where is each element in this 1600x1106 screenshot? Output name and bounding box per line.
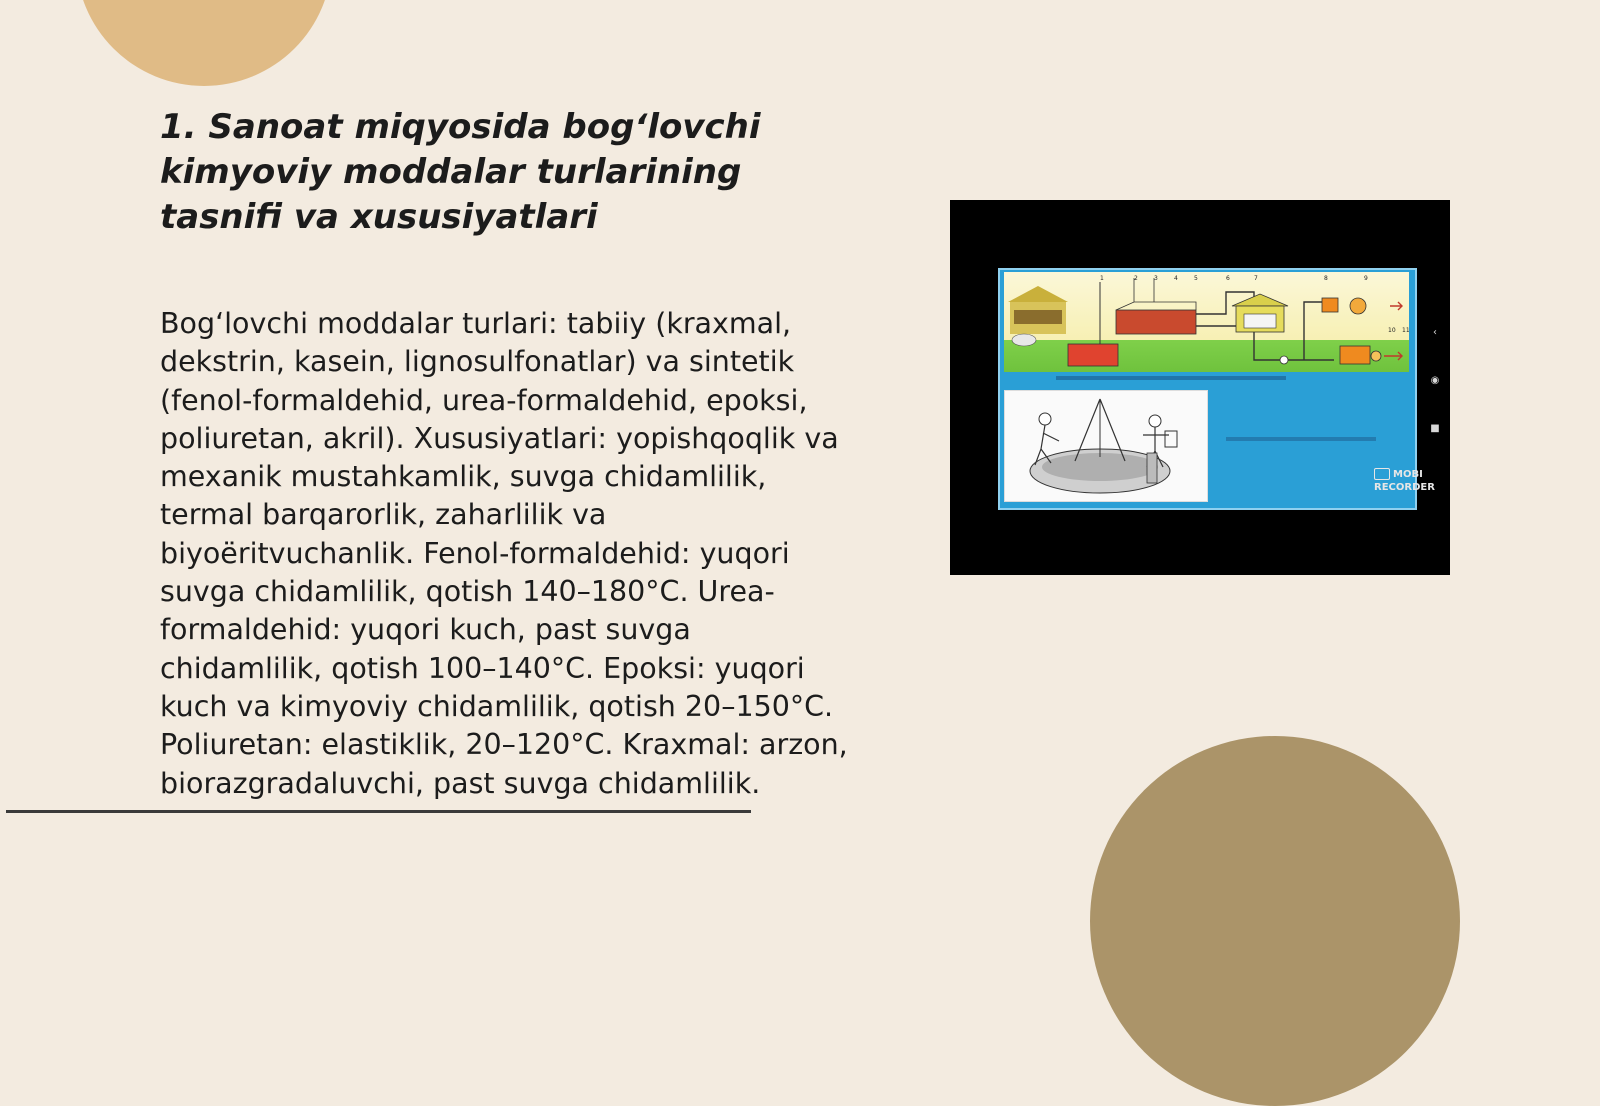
- diagram-label: 11: [1402, 327, 1409, 334]
- slide-title: 1. Sanoat miqyosida bog‘lovchi kimyoviy moddalar turlarining tasnifi va xususiyatlari: [160, 107, 761, 237]
- stop-icon[interactable]: ■: [1430, 423, 1440, 434]
- diagram-label: 2: [1134, 275, 1138, 282]
- plant-diagram-drawing: [1004, 272, 1409, 372]
- diagram-label: 3: [1154, 275, 1158, 282]
- diagram-label: 5: [1194, 275, 1198, 282]
- diagram-label: 8: [1324, 275, 1328, 282]
- diagram-label: 6: [1226, 275, 1230, 282]
- recorder-camera-icon: [1374, 468, 1390, 480]
- decorative-circle-top: [76, 0, 332, 86]
- diagram-label: 7: [1254, 275, 1258, 282]
- recorder-line2: RECORDER: [1374, 482, 1435, 493]
- sketch-drawing: [1005, 391, 1207, 501]
- recorder-watermark: [1374, 468, 1444, 494]
- diagram-label: 10: [1388, 327, 1396, 334]
- decorative-circle-bottom: [1090, 736, 1460, 1106]
- biogas-plant-diagram: [1004, 272, 1409, 372]
- diagram-label: 1: [1100, 275, 1104, 282]
- diagram-caption: [1056, 373, 1356, 383]
- divider-line: [6, 810, 751, 813]
- chevron-left-icon[interactable]: ‹: [1433, 327, 1437, 338]
- diagram-label: 4: [1174, 275, 1178, 282]
- diagram-label: 9: [1364, 275, 1368, 282]
- side-caption: [1226, 435, 1406, 445]
- slide-body-text: Bog‘lovchi moddalar turlari: tabiiy (kraxmal, dekstrin, kasein, lignosulfonatlar) va sintetik (fenol-formaldehid, urea-formaldehid, epoksi, poliuretan, akril). Xususiyatlari: yopishqoqlik va mexanik mustahkamlik, suvga chidamlilik, termal barqarorlik, zaharlilik va biyoëritvuchanlik. Fenol-formaldehid: yuqori suvga chidamlilik, qotish 140–180°C. Urea-formaldehid: yuqori kuch, past suvga chidamlilik, qotish 100–140°C. Epoksi: yuqori kuch va kimyoviy chidamlilik, qotish 20–150°C. Poliuretan: elastiklik, 20–120°C. Kraxmal: arzon, biorazgradaluvchi, past suvga chidamlilik.: [160, 307, 848, 800]
- sketch-illustration: [1004, 390, 1208, 502]
- camera-icon[interactable]: ◉: [1430, 375, 1440, 386]
- recorder-line1: MOBI: [1393, 469, 1423, 480]
- video-screen: [998, 268, 1417, 510]
- embedded-video[interactable]: [950, 200, 1450, 575]
